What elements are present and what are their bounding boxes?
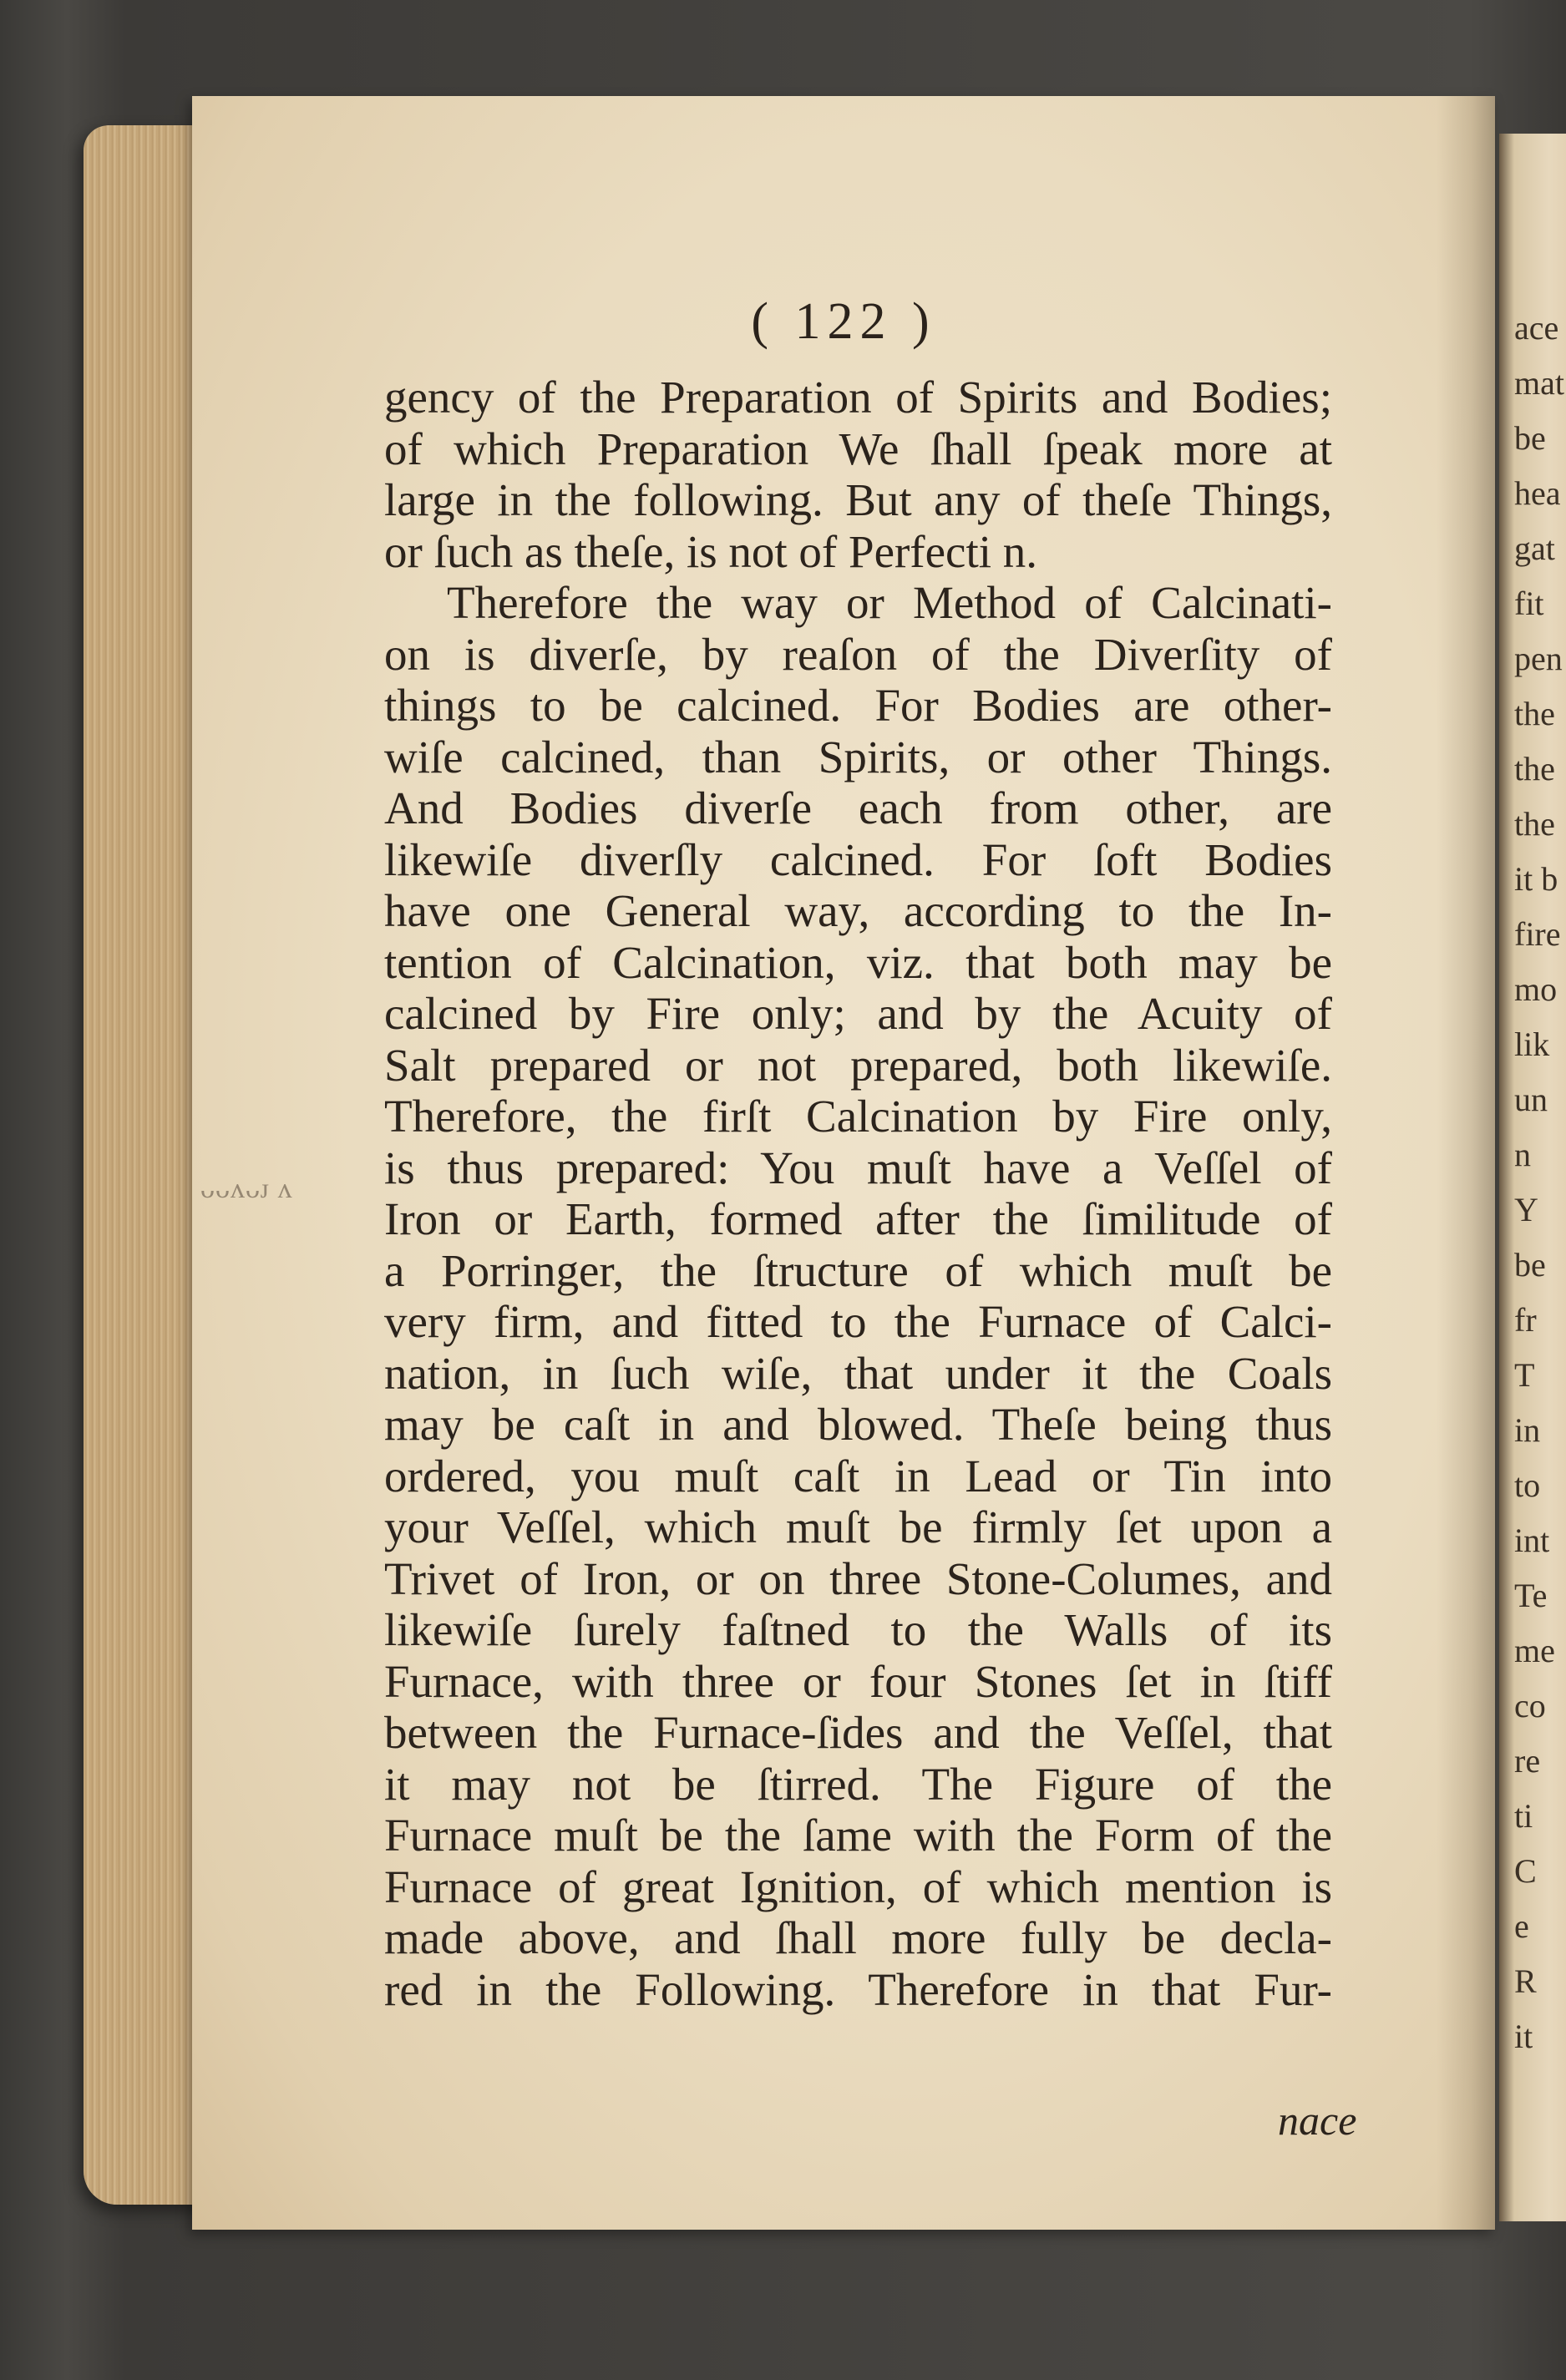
facing-page-fragment: mat (1514, 364, 1564, 402)
text-line: And Bodies diverſe each from other, are (384, 782, 1332, 833)
facing-page-fragment: co (1514, 1687, 1546, 1724)
facing-page-fragment: C (1514, 1852, 1537, 1890)
text-line: may be caſt in and blowed. Theſe being thus (384, 1399, 1332, 1450)
facing-page-fragment: be (1514, 1246, 1546, 1284)
text-line: tention of Calcination, viz. that both may be (384, 936, 1332, 988)
facing-page-edge (1499, 134, 1566, 2221)
text-line: Iron or Earth, formed after the ſimilitude of (384, 1193, 1332, 1244)
facing-page-fragment: fr (1514, 1301, 1537, 1339)
text-line: things to be calcined. For Bodies are other- (384, 680, 1332, 731)
text-line: your Veſſel, which muſt be firmly ſet upon a (384, 1501, 1332, 1552)
facing-page-fragment: mo (1514, 970, 1558, 1008)
text-line: wiſe calcined, than Spirits, or other Things. (384, 731, 1332, 782)
facing-page-fragment: R (1514, 1962, 1537, 2000)
facing-page-fragment: ti (1514, 1797, 1533, 1835)
facing-page-fragment: n (1514, 1136, 1531, 1173)
facing-page-fragment: lik (1514, 1025, 1550, 1063)
facing-page-fragment: hea (1514, 474, 1561, 512)
text-line: between the Furnace-ſides and the Veſſel, that (384, 1707, 1332, 1758)
text-line: nation, in ſuch wiſe, that under it the Coals (384, 1347, 1332, 1399)
facing-page-fragment: the (1514, 750, 1555, 787)
facing-page-fragments (1514, 301, 1566, 2064)
page-fore-edge (84, 125, 209, 2205)
text-line: Trivet of Iron, or on three Stone-Columes, and (384, 1552, 1332, 1604)
left-page (192, 96, 1495, 2230)
facing-page-fragment: it b (1514, 860, 1558, 898)
text-line: Furnace, with three or four Stones ſet in ſtiff (384, 1655, 1332, 1707)
facing-page-fragment: fire (1514, 915, 1561, 953)
body-text (384, 372, 1332, 2015)
text-line: ordered, you muſt caſt in Lead or Tin into (384, 1450, 1332, 1501)
facing-page-fragment: e (1514, 1907, 1529, 1945)
text-line: Therefore, the firſt Calcination by Fire only, (384, 1091, 1332, 1142)
facing-page-fragment: in (1514, 1411, 1541, 1449)
page-number-header: ( 122 ) (751, 293, 936, 350)
facing-page-fragment: Te (1514, 1577, 1548, 1614)
text-line: likewiſe diverſly calcined. For ſoft Bodies (384, 833, 1332, 885)
facing-page-fragment: pen (1514, 640, 1563, 677)
facing-page-fragment: Y (1514, 1191, 1538, 1228)
text-line: have one General way, according to the In- (384, 885, 1332, 936)
text-line: is thus prepared: You muſt have a Veſſel of (384, 1142, 1332, 1193)
facing-page-fragment: ace (1514, 309, 1559, 347)
text-line: Therefore the way or Method of Calcinati- (447, 577, 1332, 628)
text-line: Salt prepared or not prepared, both likewiſe. (384, 1039, 1332, 1091)
text-line: gency of the Preparation of Spirits and Bodies; (384, 372, 1332, 423)
text-line: Furnace of great Ignition, of which mention is (384, 1861, 1332, 1912)
text-line: red in the Following. Therefore in that Fur- (384, 1963, 1332, 2015)
facing-page-fragment: un (1514, 1081, 1548, 1118)
facing-page-fragment: the (1514, 805, 1555, 843)
text-line: a Porringer, the ſtructure of which muſt be (384, 1244, 1332, 1296)
text-line: calcined by Fire only; and by the Acuity of (384, 988, 1332, 1039)
facing-page-fragment: gat (1514, 529, 1555, 567)
facing-page-fragment: int (1514, 1522, 1550, 1559)
text-line: very firm, and fitted to the Furnace of Calci- (384, 1296, 1332, 1347)
facing-page-fragment: the (1514, 695, 1555, 732)
facing-page-fragment: it (1514, 2018, 1533, 2055)
text-line: likewiſe ſurely faſtned to the Walls of its (384, 1604, 1332, 1655)
facing-page-fragment: be (1514, 419, 1546, 457)
facing-page-fragment: re (1514, 1742, 1541, 1780)
page-gutter-shadow (1437, 96, 1495, 2230)
facing-page-fragment: to (1514, 1466, 1541, 1504)
text-line: or ſuch as theſe, is not of Perfecti n. (384, 525, 1038, 577)
facing-page-fragment: fit (1514, 585, 1544, 622)
facing-page-fragment: me (1514, 1632, 1555, 1669)
margin-ink-mark: ᴗᴗᴧᴗᴊ ᴧ (200, 1173, 293, 1204)
text-line: on is diverſe, by reaſon of the Diverſity of (384, 628, 1332, 680)
text-line: large in the following. But any of theſe Things, (384, 474, 1332, 525)
catchword: nace (1278, 2097, 1357, 2144)
text-line: made above, and ſhall more fully be decla- (384, 1912, 1332, 1963)
text-line: Furnace muſt be the ſame with the Form of the (384, 1810, 1332, 1861)
facing-page-fragment: T (1514, 1356, 1535, 1394)
text-line: of which Preparation We ſhall ſpeak more at (384, 423, 1332, 474)
text-line: it may not be ſtirred. The Figure of the (384, 1758, 1332, 1810)
